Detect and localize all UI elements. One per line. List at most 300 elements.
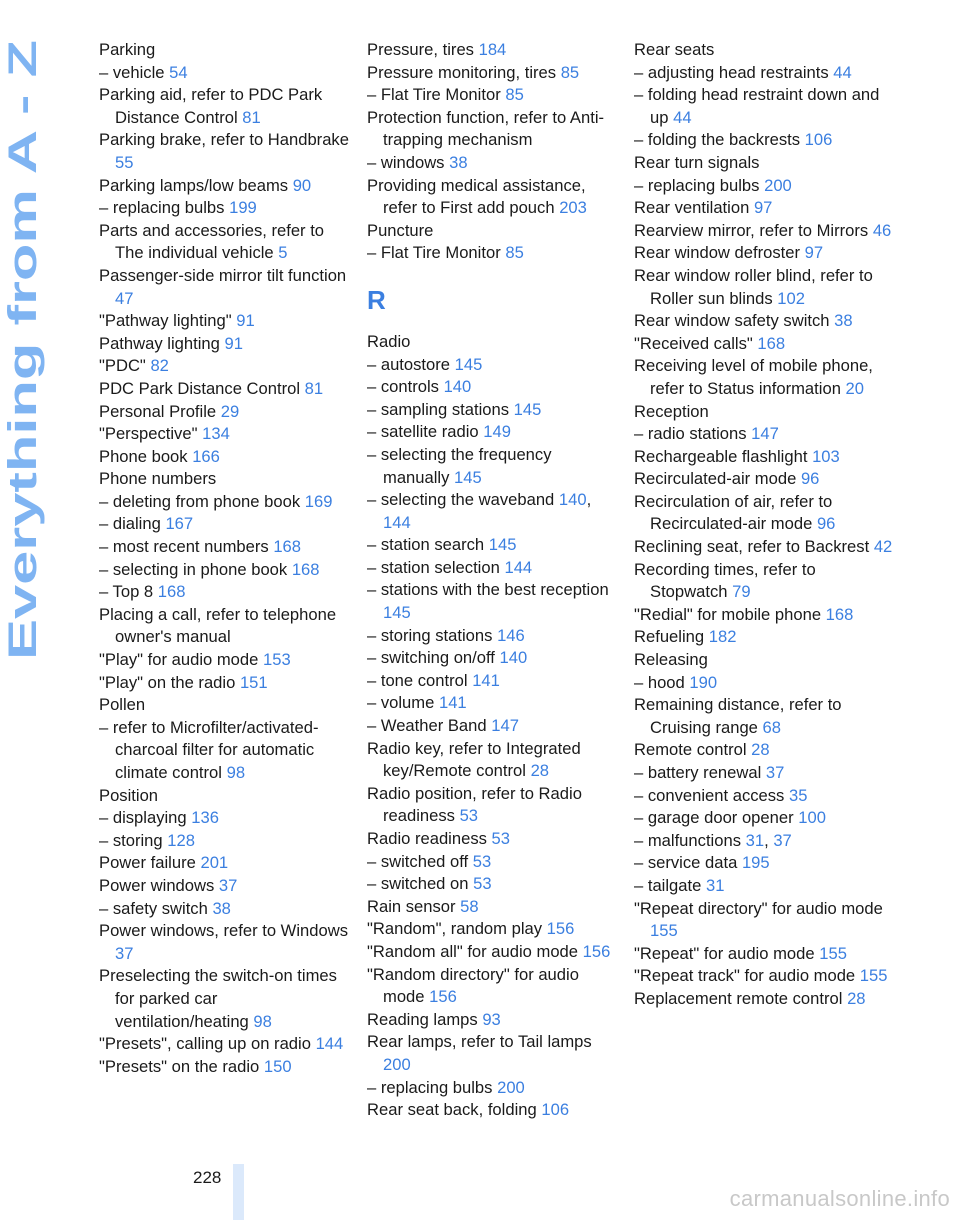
- index-entry: [634, 626, 894, 649]
- index-entry-term: Power failure: [99, 853, 196, 873]
- index-entry: [634, 242, 894, 265]
- index-entry: [367, 557, 617, 580]
- index-entry: [99, 333, 349, 356]
- index-entry: [367, 107, 617, 152]
- index-entry-term: – station selection: [367, 557, 500, 577]
- index-entry: [99, 175, 349, 198]
- index-entry-term: Parts and accessories, refer to The individual vehicle: [99, 220, 325, 263]
- index-entry-term: Power windows, refer to Windows: [99, 921, 348, 941]
- index-entry: [99, 536, 349, 559]
- index-entry: [367, 579, 617, 624]
- index-entry: [99, 604, 349, 649]
- index-entry-term: Rain sensor: [367, 896, 456, 916]
- index-entry-term: Rearview mirror, refer to Mirrors: [634, 220, 869, 240]
- index-entry-term: Rear seats: [634, 40, 715, 59]
- index-entry: [367, 964, 617, 1009]
- index-entry: [99, 717, 349, 785]
- page-reference-link[interactable]: 103: [812, 446, 840, 466]
- page-reference-link[interactable]: 53: [459, 806, 479, 826]
- index-entry-term: Power windows: [99, 875, 215, 895]
- page-reference-link[interactable]: 46: [872, 220, 892, 240]
- page-reference-link[interactable]: 145: [488, 535, 517, 555]
- page-reference-link[interactable]: 155: [819, 943, 847, 963]
- index-entry: [99, 84, 349, 129]
- page-reference-link[interactable]: 53: [473, 874, 492, 894]
- index-entry-term: – displaying: [99, 808, 187, 828]
- index-entry: [367, 1031, 617, 1076]
- index-entry-term: – Flat Tire Monitor: [367, 243, 501, 263]
- index-entry: [99, 965, 349, 1033]
- index-entry: [367, 625, 617, 648]
- page-reference-link[interactable]: 106: [804, 130, 833, 150]
- page-reference-link[interactable]: 54: [169, 62, 188, 82]
- page-reference-link[interactable]: 153: [263, 650, 291, 670]
- page-reference-link[interactable]: 200: [383, 1054, 411, 1074]
- page-reference-link[interactable]: 47: [115, 288, 134, 308]
- index-entry: [367, 1099, 617, 1122]
- index-entry-term: Rear turn signals: [634, 152, 760, 172]
- index-entry-term: – switched off: [367, 851, 469, 871]
- index-entry-term: – volume: [367, 693, 435, 713]
- page-reference-link[interactable]: 5: [278, 243, 288, 263]
- index-entry: [367, 692, 617, 715]
- index-entry: [99, 491, 349, 514]
- index-entry-term: – vehicle: [99, 62, 165, 82]
- index-entry-term: – Top 8: [99, 582, 154, 602]
- page-reference-link[interactable]: 93: [482, 1009, 501, 1029]
- index-entry: [367, 534, 617, 557]
- page-reference-link[interactable]: 169: [304, 491, 333, 511]
- index-entry-term: Phone book: [99, 446, 188, 466]
- page-reference-link[interactable]: 199: [229, 198, 257, 218]
- index-entry-term: Reclining seat, refer to Backrest: [634, 537, 870, 557]
- index-entry-term: – dialing: [99, 514, 161, 534]
- page-number: 228: [193, 1168, 222, 1187]
- index-entry-term: Rear lamps, refer to Tail lamps: [367, 1032, 592, 1052]
- index-entry: [99, 807, 349, 830]
- index-entry: [99, 446, 349, 469]
- page-reference-link[interactable]: 145: [513, 399, 542, 419]
- index-entry: [367, 896, 617, 919]
- index-entry-term: – convenient access: [634, 785, 785, 805]
- index-entry: [99, 401, 349, 424]
- index-entry-term: "Random", random play: [367, 919, 543, 939]
- page-reference-link[interactable]: 82: [150, 356, 169, 376]
- index-entry: [99, 310, 349, 333]
- index-entry: – malfunctions 31, 37: [634, 830, 792, 850]
- page-reference-link[interactable]: 167: [165, 514, 194, 534]
- page-reference-link[interactable]: 81: [242, 107, 261, 127]
- watermark: carmanualsonline.info: [729, 1186, 950, 1211]
- page-reference-link[interactable]: 90: [292, 175, 312, 195]
- page-reference-link[interactable]: 155: [859, 966, 888, 986]
- page-reference-link[interactable]: 156: [582, 941, 611, 961]
- index-entry: [367, 354, 617, 377]
- page-reference-link[interactable]: 144: [504, 557, 533, 577]
- index-entry-term: Recirculation of air, refer to Recirculated-air mode: [634, 491, 833, 534]
- index-entry-term: "Repeat" for audio mode: [634, 943, 815, 963]
- index-entry: [367, 647, 617, 670]
- index-entry: [367, 84, 617, 107]
- index-entry-term: – service data: [634, 853, 738, 873]
- index-entry: [367, 1009, 617, 1032]
- page-reference-link[interactable]: 200: [497, 1077, 525, 1097]
- index-entry: [634, 197, 894, 220]
- index-entry-term: – folding head restraint down and up: [634, 85, 880, 127]
- index-entry: [99, 129, 349, 174]
- page-reference-link[interactable]: 106: [541, 1100, 570, 1120]
- index-entry-term: Radio key, refer to Integrated key/Remote control: [367, 738, 581, 781]
- page-reference-link[interactable]: 145: [383, 603, 411, 623]
- index-entry: [99, 62, 349, 85]
- index-entry-term: – replacing bulbs: [99, 198, 225, 218]
- page-reference-link[interactable]: 145: [454, 467, 482, 487]
- index-entry-term: "Repeat directory" for audio mode: [634, 898, 883, 918]
- page-reference-link[interactable]: 140: [558, 490, 587, 510]
- index-entry-term: "Random all" for audio mode: [367, 941, 579, 961]
- index-entry: [99, 355, 349, 378]
- index-entry: [634, 401, 894, 424]
- index-entry: [367, 152, 617, 175]
- index-entry-term: Radio position, refer to Radio readiness: [367, 783, 582, 826]
- index-entry-term: – sampling stations: [367, 399, 510, 419]
- page-reference-link[interactable]: 79: [732, 582, 751, 602]
- index-entry: [634, 604, 894, 627]
- index-entry: [634, 875, 894, 898]
- index-entry-term: – tone control: [367, 670, 468, 690]
- index-entry-term: "Play" for audio mode: [99, 650, 259, 670]
- page-reference-link[interactable]: 166: [192, 446, 220, 466]
- index-entry-term: – garage door opener: [634, 808, 794, 828]
- page-reference-link[interactable]: 53: [491, 829, 511, 848]
- index-entry-term: Puncture: [367, 220, 434, 240]
- page-reference-link[interactable]: 31: [745, 830, 765, 850]
- index-entry: [99, 39, 349, 62]
- index-entry: [634, 988, 894, 1011]
- index-entry-term: – safety switch: [99, 898, 208, 918]
- page-reference-link[interactable]: 201: [200, 853, 229, 873]
- index-entry-term: – autostore: [367, 354, 451, 374]
- page-reference-link[interactable]: 38: [834, 311, 853, 331]
- index-entry-term: Parking brake, refer to Handbrake: [99, 130, 349, 150]
- page-reference-link[interactable]: 128: [167, 830, 195, 850]
- index-entry-term: – refer to Microfilter/activated-charcoal filter for automatic climate control: [99, 717, 319, 782]
- index-entry: [634, 536, 894, 559]
- page-reference-link[interactable]: 168: [291, 559, 320, 579]
- page-reference-link[interactable]: 168: [825, 604, 854, 624]
- index-entry-term: – selecting in phone book: [99, 559, 288, 579]
- page-reference-link[interactable]: 144: [383, 512, 411, 532]
- page-reference-link[interactable]: 203: [559, 198, 587, 218]
- page-reference-link[interactable]: 136: [191, 808, 219, 828]
- index-entry-term: – battery renewal: [634, 763, 762, 782]
- index-entry-term: Receiving level of mobile phone, refer to Status information: [634, 356, 873, 398]
- index-entry-term: "Perspective": [99, 424, 198, 444]
- index-entry-term: Parking: [99, 40, 156, 59]
- index-column-1: [99, 39, 349, 1078]
- page-reference-link[interactable]: 149: [483, 422, 511, 442]
- index-entry: [634, 694, 894, 739]
- page-reference-link[interactable]: 97: [753, 198, 773, 218]
- index-entry: [367, 376, 617, 399]
- page-reference-link[interactable]: 98: [226, 763, 246, 782]
- index-entry-term: Parking aid, refer to PDC Park Distance Control: [99, 85, 323, 127]
- index-entry-term: – deleting from phone book: [99, 491, 301, 511]
- page-reference-link[interactable]: 85: [560, 62, 580, 82]
- index-entry-term: "Repeat track" for audio mode: [634, 966, 856, 986]
- side-title-text: Everything from A - Z: [1, 256, 45, 660]
- index-entry-term: Protection function, refer to Anti-trapping mechanism: [367, 107, 605, 150]
- page-reference-link[interactable]: 140: [443, 377, 472, 397]
- index-entry-term: Rear seat back, folding: [367, 1100, 537, 1120]
- index-entry: [634, 852, 894, 875]
- index-entry-term: Radio: [367, 331, 411, 351]
- index-entry-term: Providing medical assistance, refer to First add pouch: [367, 175, 586, 218]
- page-reference-link[interactable]: 195: [741, 853, 770, 873]
- page-reference-link[interactable]: 144: [315, 1034, 344, 1054]
- index-entry-term: Rear ventilation: [634, 198, 750, 218]
- page-reference-link[interactable]: 96: [816, 514, 836, 534]
- index-entry-term: – folding the backrests: [634, 130, 801, 150]
- page-number-bar: [233, 1164, 244, 1220]
- index-entry: [634, 129, 894, 152]
- index-entry: [367, 1077, 617, 1100]
- index-entry-term: Placing a call, refer to telephone owner's manual: [99, 604, 337, 647]
- index-entry-term: "Random directory" for audio mode: [367, 964, 579, 1007]
- page-reference-link[interactable]: 200: [764, 175, 792, 195]
- index-entry: [634, 265, 894, 310]
- index-entry: [634, 446, 894, 469]
- index-entry: [634, 762, 894, 785]
- index-entry: [367, 918, 617, 941]
- page-reference-link[interactable]: 91: [236, 311, 255, 331]
- page-reference-link[interactable]: 102: [777, 288, 805, 308]
- index-entry: [99, 220, 349, 265]
- page-reference-link[interactable]: 31: [705, 875, 725, 895]
- index-entry: [367, 175, 617, 220]
- index-entry-term: – Flat Tire Monitor: [367, 85, 501, 105]
- page-reference-link[interactable]: 182: [708, 627, 737, 647]
- index-entry: [367, 39, 617, 62]
- index-entry: [367, 828, 617, 851]
- index-entry: [99, 559, 349, 582]
- index-entry: [99, 265, 349, 310]
- index-entry-term: Remaining distance, refer to Cruising range: [634, 695, 842, 737]
- page-reference-link[interactable]: 156: [429, 987, 457, 1007]
- index-entry: [99, 197, 349, 220]
- page-reference-link[interactable]: 168: [157, 582, 186, 602]
- index-entry-term: "Presets", calling up on radio: [99, 1034, 311, 1054]
- index-entry: [367, 941, 617, 964]
- index-entry-term: Preselecting the switch-on times for parked car ventilation/heating: [99, 966, 337, 1031]
- index-entry-term: "Play" on the radio: [99, 672, 236, 692]
- index-entry-term: "PDC": [99, 356, 146, 376]
- page-reference-link[interactable]: 37: [773, 830, 792, 850]
- page-reference-link[interactable]: 85: [505, 243, 524, 263]
- page-reference-link[interactable]: 55: [115, 152, 134, 172]
- index-entry-term: – replacing bulbs: [367, 1077, 493, 1097]
- index-entry-term: – hood: [634, 672, 685, 692]
- page-reference-link[interactable]: 44: [833, 62, 852, 82]
- index-entry: [99, 378, 349, 401]
- index-entry: [634, 491, 894, 536]
- page-reference-link[interactable]: 28: [751, 740, 770, 760]
- page-reference-link[interactable]: 37: [218, 875, 238, 895]
- page-reference-link[interactable]: 38: [212, 898, 231, 918]
- index-entry: [367, 220, 617, 243]
- index-entry: [99, 581, 349, 604]
- page-reference-link[interactable]: 155: [650, 921, 678, 941]
- index-entry: [367, 242, 617, 265]
- index-entry: [634, 39, 894, 62]
- index-entry-term: Reception: [634, 401, 709, 421]
- index-entry: [99, 898, 349, 921]
- index-entry-term: Releasing: [634, 650, 708, 670]
- page-reference-link[interactable]: 98: [253, 1011, 272, 1031]
- page-reference-link[interactable]: 168: [273, 537, 302, 557]
- page-reference-link[interactable]: 145: [454, 354, 483, 374]
- index-entry: [367, 399, 617, 422]
- index-entry-term: – station search: [367, 535, 485, 555]
- index-entry-term: Pollen: [99, 695, 146, 715]
- index-entry: [634, 220, 894, 243]
- page-reference-link[interactable]: 37: [765, 763, 785, 782]
- index-entry-term: Parking lamps/low beams: [99, 175, 289, 195]
- page-reference-link[interactable]: 190: [689, 672, 718, 692]
- index-entry: [634, 649, 894, 672]
- page-reference-link[interactable]: 35: [788, 785, 808, 805]
- page-reference-link[interactable]: 38: [449, 152, 468, 172]
- index-entry: [634, 672, 894, 695]
- index-entry-term: – adjusting head restraints: [634, 62, 829, 82]
- page-reference-link[interactable]: 147: [751, 424, 779, 444]
- page-reference-link[interactable]: 141: [438, 693, 467, 713]
- index-entry-term: Rear window safety switch: [634, 311, 830, 331]
- index-entry: [99, 875, 349, 898]
- index-entry-term: "Redial" for mobile phone: [634, 604, 822, 624]
- index-entry: [634, 468, 894, 491]
- page-reference-link[interactable]: 42: [873, 537, 893, 557]
- index-entry-term: – controls: [367, 377, 439, 397]
- page-reference-link[interactable]: 91: [224, 333, 243, 353]
- index-entry-term: – stations with the best reception: [367, 580, 609, 600]
- index-entry: [634, 175, 894, 198]
- index-entry: [634, 84, 894, 129]
- index-entry: [634, 423, 894, 446]
- index-entry-term: – windows: [367, 152, 445, 172]
- index-entry-term: Recirculated-air mode: [634, 469, 797, 489]
- index-column-2: [367, 39, 617, 1122]
- index-column-3: [634, 39, 894, 1011]
- page-reference-link[interactable]: 58: [460, 896, 479, 916]
- index-entry-term: – switched on: [367, 874, 469, 894]
- side-title: [0, 40, 50, 660]
- index-entry-term: "Pathway lighting": [99, 311, 232, 331]
- page-reference-link[interactable]: 150: [263, 1056, 292, 1076]
- page-reference-link[interactable]: 37: [115, 943, 134, 963]
- index-entry: [367, 421, 617, 444]
- index-entry: [367, 851, 617, 874]
- index-entry: [367, 331, 617, 354]
- index-entry-term: – selecting the frequency manually: [367, 444, 552, 487]
- index-entry: [367, 873, 617, 896]
- index-entry: [99, 468, 349, 491]
- page-reference-link[interactable]: 140: [499, 648, 528, 668]
- index-entry: [99, 830, 349, 853]
- index-entry-term: Radio readiness: [367, 829, 487, 848]
- index-entry: [99, 649, 349, 672]
- index-entry: [99, 672, 349, 695]
- index-entry: [367, 783, 617, 828]
- index-entry-term: Phone numbers: [99, 469, 217, 489]
- index-entry: [634, 785, 894, 808]
- index-entry-term: Reading lamps: [367, 1009, 478, 1029]
- page-reference-link[interactable]: 53: [472, 851, 492, 871]
- index-entry: [634, 152, 894, 175]
- page-reference-link[interactable]: 146: [497, 625, 525, 645]
- index-entry: [367, 670, 617, 693]
- index-entry: [634, 333, 894, 356]
- index-entry-term: – selecting the waveband: [367, 490, 555, 510]
- page-reference-link[interactable]: 97: [804, 243, 824, 263]
- index-entry: [634, 355, 894, 400]
- page-reference-link[interactable]: 156: [546, 919, 575, 939]
- index-entry-term: Personal Profile: [99, 401, 217, 421]
- index-entry-term: Rear window defroster: [634, 243, 801, 263]
- index-entry-term: Pathway lighting: [99, 333, 220, 353]
- page-reference-link[interactable]: 44: [673, 107, 692, 127]
- page-reference-link[interactable]: 168: [757, 333, 786, 353]
- page-reference-link[interactable]: 28: [847, 988, 866, 1008]
- page-reference-link[interactable]: 134: [202, 424, 230, 444]
- page-reference-link[interactable]: 29: [220, 401, 240, 421]
- index-entry-term: – malfunctions: [634, 830, 741, 850]
- page-reference-link[interactable]: 151: [239, 672, 268, 692]
- index-entry: [367, 715, 617, 738]
- index-entry: [99, 785, 349, 808]
- index-entry-term: – Weather Band: [367, 716, 487, 736]
- page-reference-link[interactable]: 147: [491, 716, 519, 736]
- page-reference-link[interactable]: 85: [505, 85, 524, 105]
- page-reference-link[interactable]: 184: [478, 40, 507, 59]
- index-entry-term: – storing stations: [367, 625, 493, 645]
- index-entry: [634, 559, 894, 604]
- page-reference-link[interactable]: 100: [798, 808, 826, 828]
- index-entry: [634, 965, 894, 988]
- index-entry-term: – most recent numbers: [99, 537, 269, 557]
- index-entry-term: – switching on/off: [367, 648, 495, 668]
- index-entry-term: Remote control: [634, 740, 747, 760]
- index-entry-term: – satellite radio: [367, 422, 479, 442]
- index-entry: [634, 739, 894, 762]
- page-reference-link[interactable]: 20: [845, 378, 865, 398]
- index-entry-term: Refueling: [634, 627, 705, 647]
- page-reference-link[interactable]: 68: [762, 717, 782, 737]
- index-entry: [634, 62, 894, 85]
- page-reference-link[interactable]: 28: [530, 761, 550, 781]
- index-entry-term: – replacing bulbs: [634, 175, 760, 195]
- index-entry-term: Pressure, tires: [367, 40, 474, 59]
- page-reference-link[interactable]: 81: [304, 378, 324, 398]
- page-reference-link[interactable]: 96: [800, 469, 820, 489]
- index-entry-term: Passenger-side mirror tilt function: [99, 265, 347, 285]
- index-entry-term: "Presets" on the radio: [99, 1056, 260, 1076]
- index-entry: [99, 513, 349, 536]
- index-entry-term: – storing: [99, 830, 163, 850]
- index-entry: [367, 738, 617, 783]
- index-entry-term: Replacement remote control: [634, 988, 843, 1008]
- page-reference-link[interactable]: 141: [472, 670, 500, 690]
